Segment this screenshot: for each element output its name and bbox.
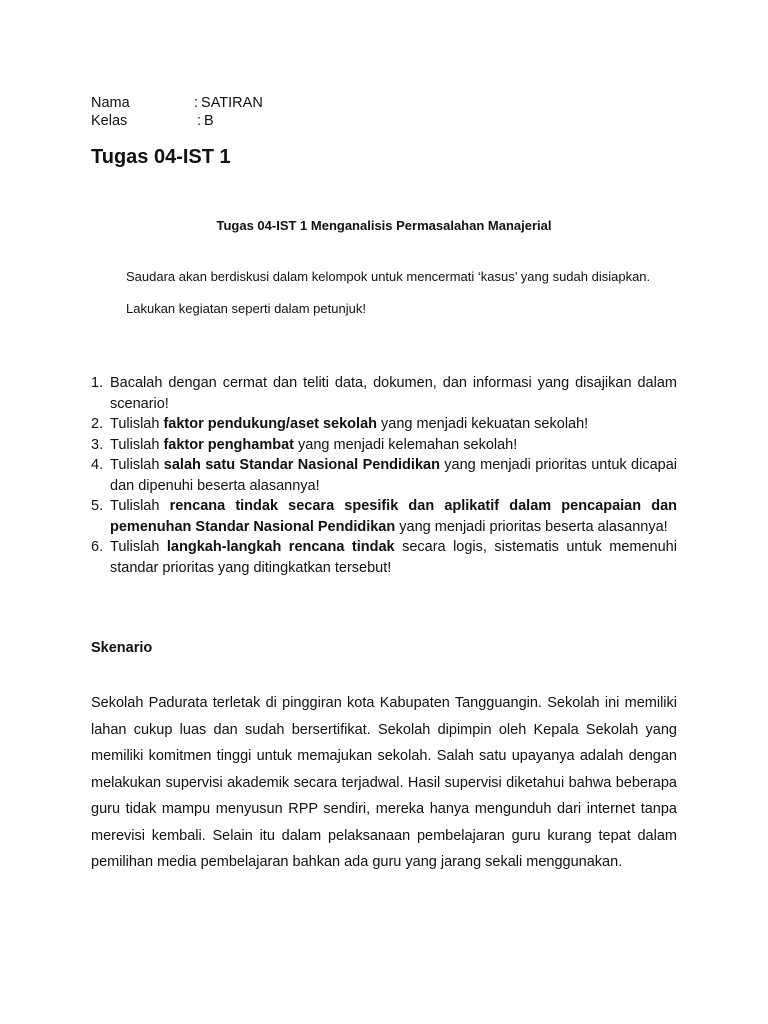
- name-separator: :: [194, 95, 199, 111]
- task-text: Tulislah langkah-langkah rencana tindak secara logis, sistematis untuk memenuhi standar prioritas yang ditingkatkan tersebut!: [110, 539, 677, 576]
- class-row: [91, 112, 263, 130]
- task-text: Bacalah dengan cermat dan teliti data, dokumen, dan informasi yang disajikan dalam scenario!: [110, 375, 677, 412]
- scenario-heading: Skenario: [91, 640, 153, 656]
- task-number: 3.: [91, 436, 104, 453]
- class-value: B: [204, 113, 214, 129]
- task-number: 5.: [91, 498, 104, 514]
- task-text: Tulislah faktor penghambat yang menjadi kelemahan sekolah!: [110, 436, 518, 453]
- task-item: [91, 414, 677, 435]
- task-number: 1.: [91, 375, 104, 391]
- task-item: [91, 537, 677, 578]
- student-info: [91, 94, 263, 130]
- name-value: SATIRAN: [201, 95, 263, 111]
- intro-paragraph: Saudara akan berdiskusi dalam kelompok untuk mencermati ‘kasus’ yang sudah disiapkan.: [126, 269, 651, 284]
- task-item: [91, 496, 677, 537]
- task-item: [91, 373, 677, 414]
- document-title: Tugas 04-IST 1: [91, 146, 231, 168]
- task-number: 6.: [91, 539, 104, 555]
- task-list: [91, 373, 677, 578]
- task-item: [91, 455, 677, 496]
- task-item: [91, 435, 677, 456]
- intro-block: [126, 268, 677, 318]
- task-text: Tulislah salah satu Standar Nasional Pendidikan yang menjadi prioritas untuk dicapai dan dipenuhi beserta alasannya!: [110, 457, 677, 494]
- task-text: Tulislah faktor pendukung/aset sekolah yang menjadi kekuatan sekolah!: [110, 416, 589, 432]
- class-label: Kelas: [91, 113, 128, 129]
- name-label: Nama: [91, 95, 130, 111]
- task-number: 2.: [91, 416, 104, 432]
- instruction-paragraph: Lakukan kegiatan seperti dalam petunjuk!: [126, 301, 366, 316]
- scenario-body: Sekolah Padurata terletak di pinggiran kota Kabupaten Tangguangin. Sekolah ini memiliki lahan cukup luas dan sudah bersertifikat. Sekolah dipimpin oleh Kepala Sekolah yang memiliki komitmen tinggi untuk memajukan sekolah. Salah satu upayanya adalah dengan melakukan supervisi akademik secara terjadwal. Hasil supervisi diketahui bahwa beberapa guru tidak mampu menyusun RPP sendiri, mereka hanya mengunduh dari internet tanpa merevisi kembali. Selain itu dalam pelaksanaan pembelajaran guru kurang tepat dalam pemilihan media pembelajaran bahkan ada guru yang jarang sekali menggunakan.: [91, 695, 677, 870]
- task-text: Tulislah rencana tindak secara spesifik dan aplikatif dalam pencapaian dan pemenuhan Standar Nasional Pendidikan yang menjadi prioritas beserta alasannya!: [110, 498, 677, 535]
- class-separator: :: [197, 113, 202, 129]
- name-row: [91, 94, 263, 112]
- task-number: 4.: [91, 457, 104, 473]
- assignment-subtitle: Tugas 04-IST 1 Menganalisis Permasalahan Manajerial: [216, 218, 552, 233]
